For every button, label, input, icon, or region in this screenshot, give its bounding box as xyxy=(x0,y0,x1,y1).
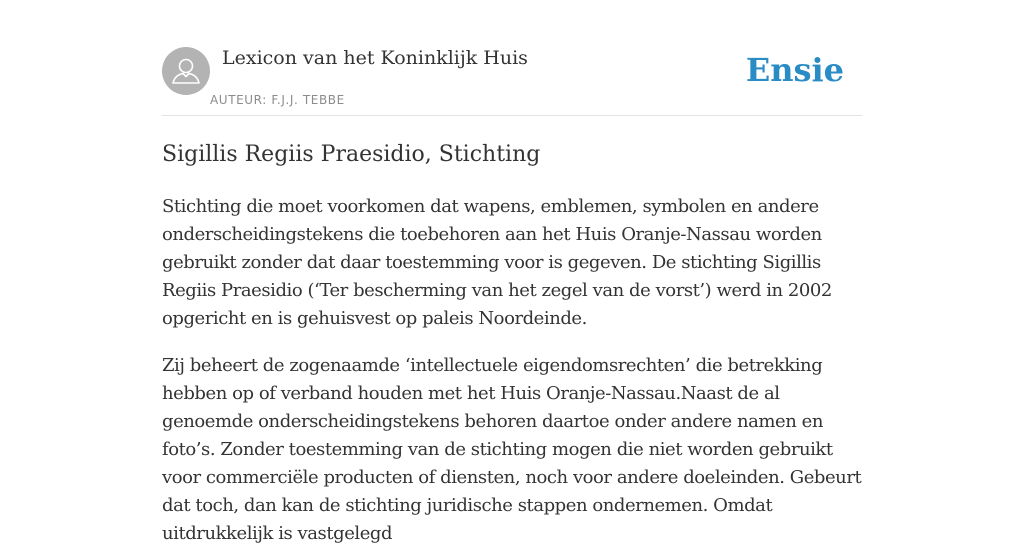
book-title[interactable]: Lexicon van het Koninklijk Huis xyxy=(222,47,528,69)
entry-paragraph-2: Zij beheert de zogenaamde ‘intellectuele eigendomsrechten’ die betrekking hebben op of verband houden met het Huis Oranje-Nassau.Naast de al genoemde onderscheidingstekens behoren daartoe onder andere namen en foto’s. Zonder toestemming van de stichting mogen die niet worden gebruikt voor commerciële producten of diensten, noch voor andere doeleinden. Gebeurt dat toch, dan kan de stichting juridische stappen ondernemen. Omdat uitdrukkelijk is vastgelegd xyxy=(162,355,862,544)
entry-header xyxy=(162,46,862,116)
entry-title: Sigillis Regiis Praesidio, Stichting xyxy=(162,142,541,167)
author-label: AUTEUR: xyxy=(210,93,267,107)
author-name[interactable]: F.J.J. TEBBE xyxy=(271,93,345,107)
ensie-logo[interactable]: Ensie xyxy=(745,51,844,89)
entry-paragraph-1: Stichting die moet voorkomen dat wapens, emblemen, symbolen en andere onderscheidingstekens die toebehoren aan het Huis Oranje-Nassau worden gebruikt zonder dat daar toestemming voor is gegeven. De stichting Sigillis Regiis Praesidio (‘Ter bescherming van het zegel van de vorst’) werd in 2002 opgericht en is gehuisvest op paleis Noordeinde. xyxy=(162,196,832,329)
author-line xyxy=(210,93,345,107)
entry-content xyxy=(162,140,862,548)
author-avatar[interactable] xyxy=(162,47,210,95)
user-icon xyxy=(162,47,210,95)
